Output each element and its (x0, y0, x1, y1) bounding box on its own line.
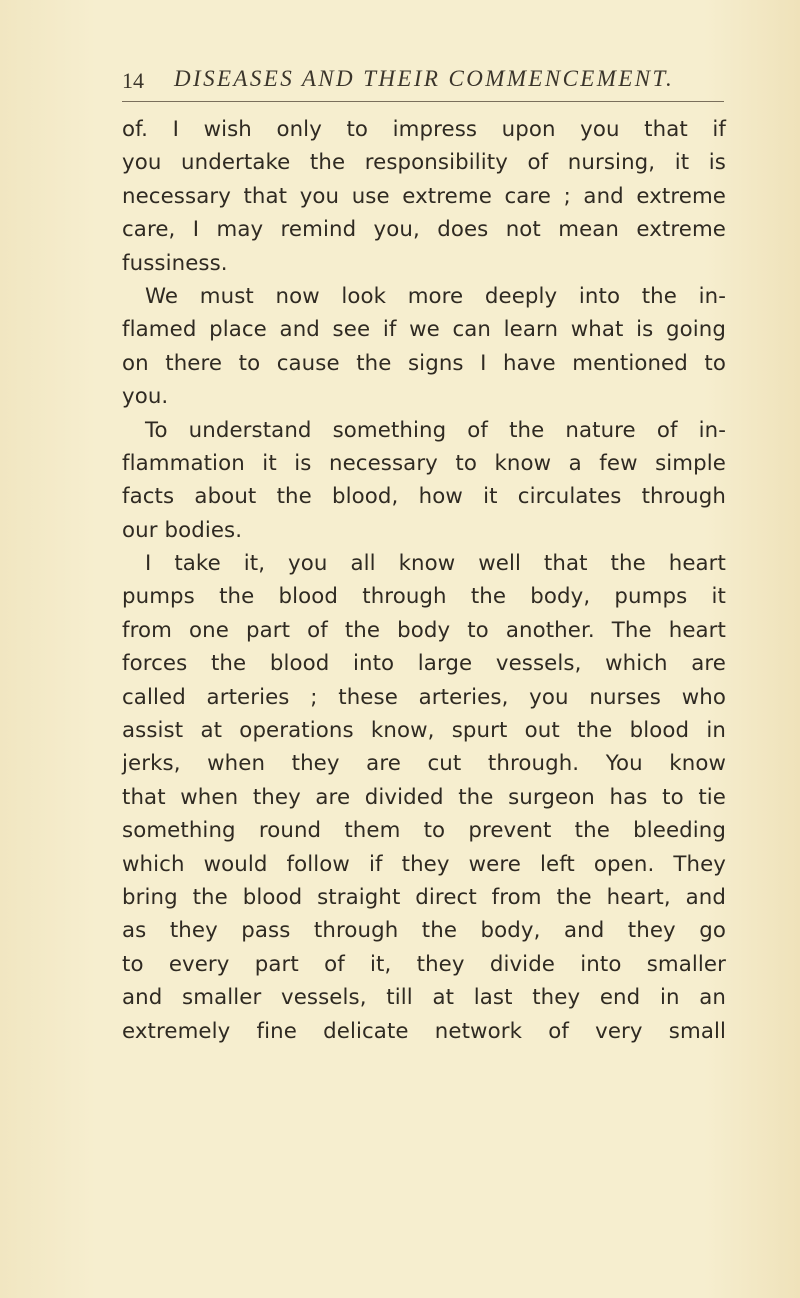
body-text (122, 113, 726, 1048)
text-line: which would follow if they were left open. They (122, 851, 726, 877)
text-line: flammation it is necessary to know a few simple (122, 450, 726, 476)
text-line: necessary that you use extreme care ; and extreme (122, 183, 726, 209)
text-line: extremely fine delicate network of very small (122, 1018, 726, 1044)
text-line: bring the blood straight direct from the heart, and (122, 884, 726, 910)
text-line: assist at operations know, spurt out the blood in (122, 718, 726, 744)
text-line: flamed place and see if we can learn what is going (122, 317, 726, 343)
text-line: of. I wish only to impress upon you that if (122, 117, 726, 142)
text-line: something round them to prevent the bleeding (122, 818, 726, 844)
text-line: you. (122, 384, 169, 410)
text-line: called arteries ; these arteries, you nurses who (122, 684, 726, 710)
text-line: pumps the blood through the body, pumps it (122, 584, 726, 610)
text-line: jerks, when they are cut through. You know (122, 751, 726, 777)
page-number: 14 (122, 68, 144, 93)
text-line: fussiness. (122, 250, 228, 276)
text-line: our bodies. (122, 517, 243, 543)
text-line: To understand something of the nature of in- (145, 417, 726, 443)
text-line: as they pass through the body, and they go (122, 918, 726, 944)
text-line: that when they are divided the surgeon has to tie (122, 784, 726, 810)
text-line: to every part of it, they divide into smaller (122, 951, 726, 977)
running-head: DISEASES AND THEIR COMMENCEMENT. (174, 66, 675, 91)
text-line: I take it, you all know well that the heart (145, 551, 726, 577)
text-line: facts about the blood, how it circulates through (122, 484, 726, 510)
text-line: from one part of the body to another. The heart (122, 617, 726, 643)
text-line: forces the blood into large vessels, which are (122, 651, 726, 677)
text-line: and smaller vessels, till at last they end in an (122, 985, 726, 1011)
text-line: We must now look more deeply into the in- (145, 283, 726, 309)
page-header (122, 62, 722, 96)
text-line: care, I may remind you, does not mean extreme (122, 217, 726, 243)
text-line: you undertake the responsibility of nursing, it is (122, 150, 726, 176)
text-line: on there to cause the signs I have mentioned to (122, 350, 726, 376)
header-rule (122, 101, 724, 102)
